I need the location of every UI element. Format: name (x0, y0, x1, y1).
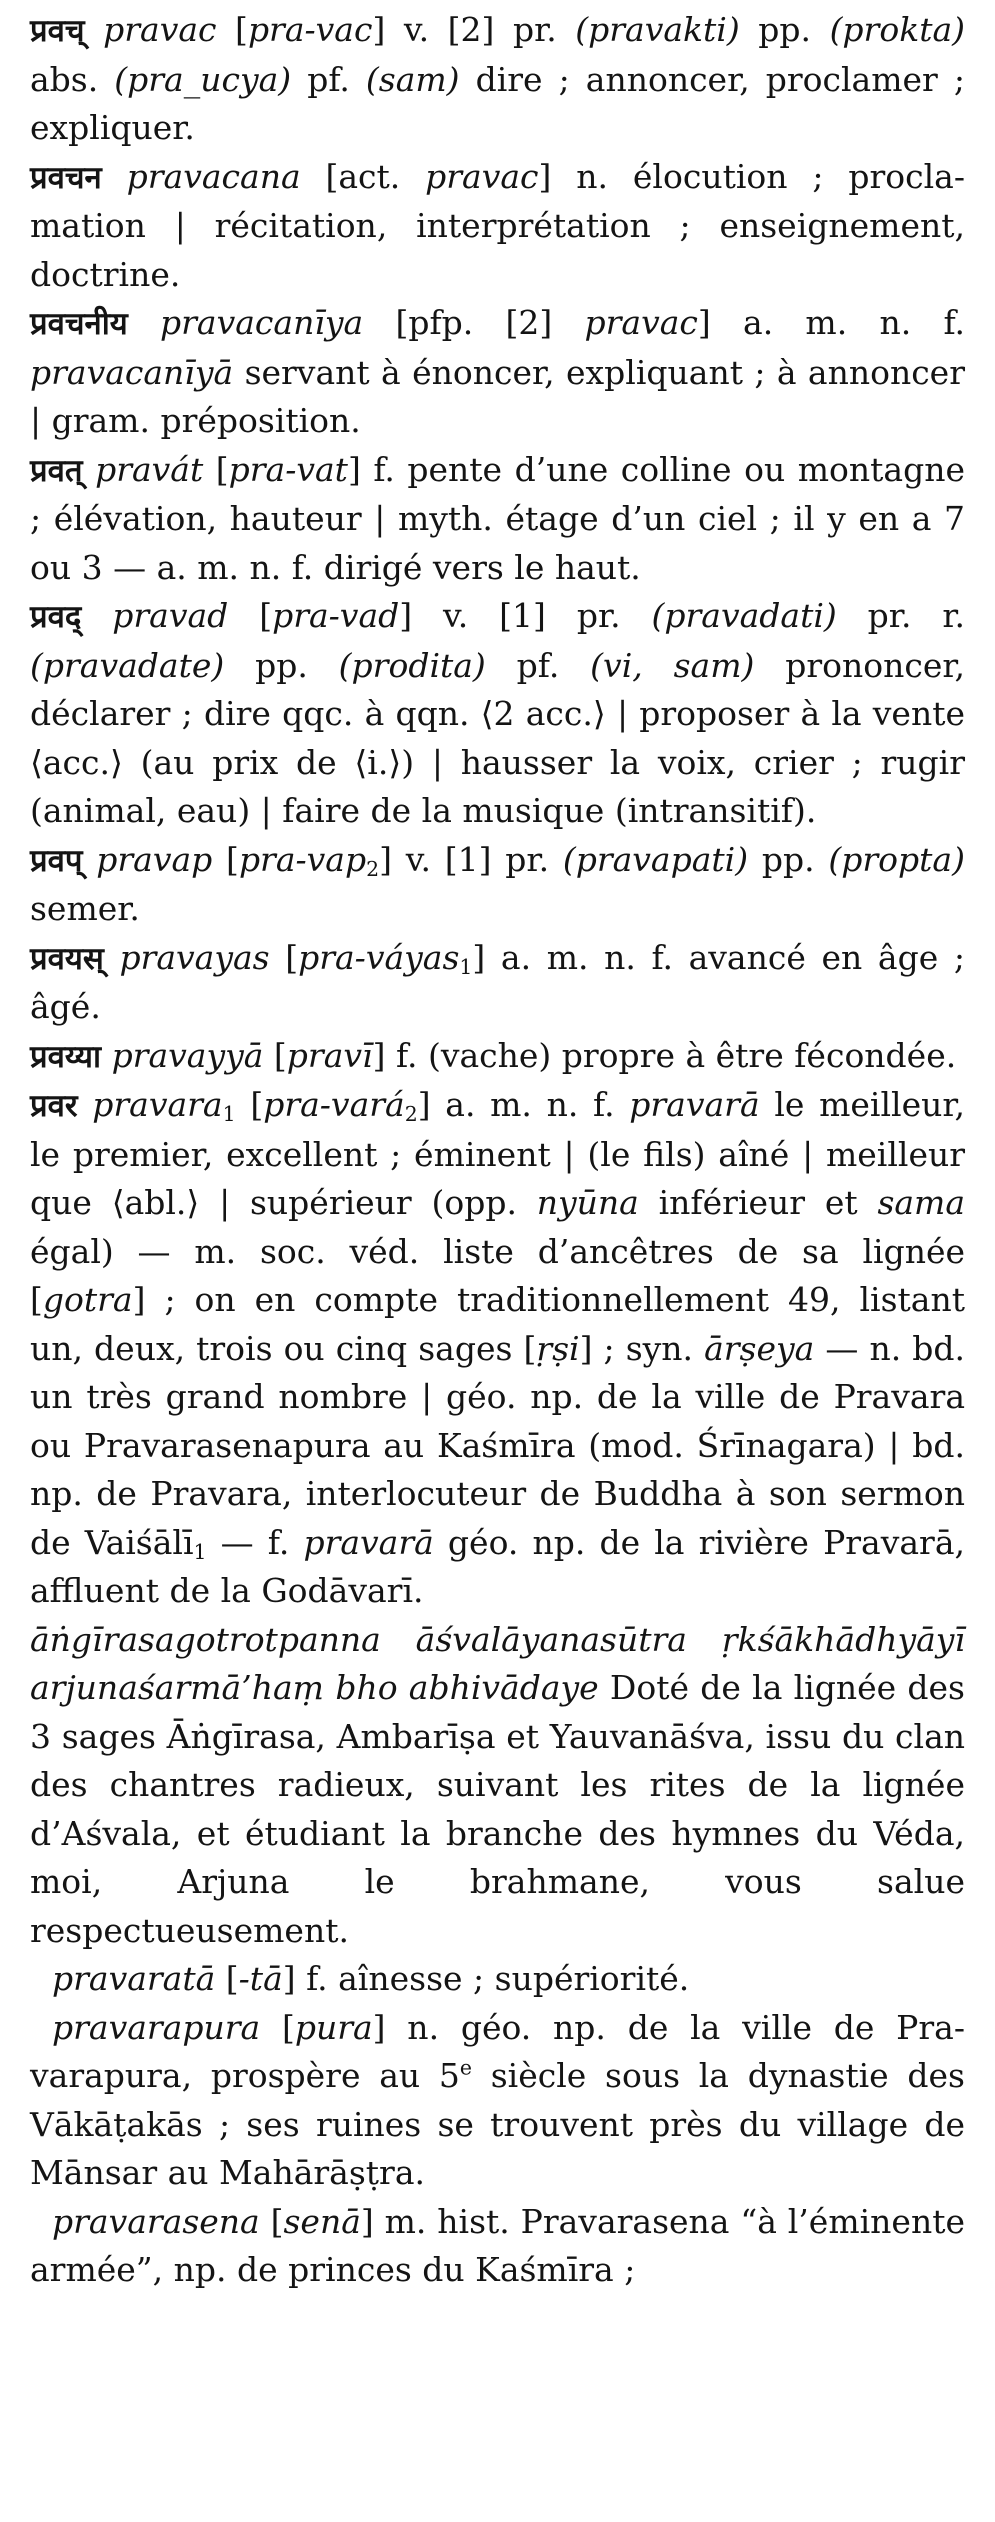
headword-devanagari: प्रवत् (30, 452, 83, 489)
entry-text: pp. (748, 839, 829, 879)
italic-term: pravacanīya (160, 303, 364, 342)
superscript: e (459, 2055, 472, 2080)
entry-text: pp. (224, 645, 339, 685)
italic-term: (prodita) (338, 645, 486, 685)
subscript-index: 1 (193, 1539, 207, 1564)
entry-text: [ (203, 449, 229, 489)
entry-text: [ (260, 2007, 295, 2047)
italic-term: (pravapati) (562, 839, 749, 879)
entry-text: inférieur et (638, 1183, 878, 1222)
entry-text: ] v. [2] pr. (372, 10, 576, 49)
italic-term: pra-vad (272, 596, 400, 635)
italic-term: (vi, sam) (590, 645, 755, 685)
entry-text: pf. (291, 59, 366, 99)
entry-text: dire ; annoncer, proclamer ; expliquer. (30, 59, 965, 147)
dictionary-entry (30, 446, 965, 593)
entry-text: géo. np. de la rivière Pravarā, affluent de la Godāvarī. (30, 1522, 965, 1610)
italic-term: nyūna (536, 1183, 639, 1222)
italic-term: pravap (96, 839, 213, 879)
italic-term: (propta) (828, 839, 965, 879)
entry-text: ] f. (vache) propre à être fécondée. (372, 1035, 957, 1075)
italic-term: senā (283, 2201, 361, 2241)
entry-text: ] n. élocution ; proclamation | récitation, interprétation ; enseignement, doctrine. (30, 156, 966, 294)
subscript-index: 1 (459, 954, 473, 979)
italic-term: pra-vap (238, 839, 367, 879)
italic-term: pra-vará (263, 1085, 405, 1124)
entry-text: abs. (30, 59, 115, 99)
headword-devanagari: प्रवचनीय (30, 306, 128, 342)
entry-text: pf. (485, 645, 591, 685)
entry-text: — n. bd. un très grand nombre | géo. np. de la ville de Pravara ou Pravarasenapura au Kaśmīra (mod. Śrīnagara) | bd. np. de Pravara, interlocuteur de Buddha à son sermon de Vaiśālī (30, 1328, 965, 1562)
subscript-index: 2 (404, 1102, 418, 1127)
entry-text: ] f. aînesse ; supériorité. (282, 1959, 690, 1998)
headword-devanagari: प्रवच् (30, 13, 85, 49)
italic-term: (pra_ucya) (114, 59, 292, 99)
italic-term: (prokta) (829, 10, 966, 49)
italic-term: sama (877, 1183, 966, 1222)
dictionary-entry (30, 836, 965, 934)
entry-text: pp. (739, 10, 830, 49)
dictionary-entry (30, 1081, 965, 1616)
entry-text: égal) — m. soc. véd. liste d’ancêtres de sa lignée [ (30, 1231, 965, 1319)
entry-text: ] ; syn. (579, 1328, 705, 1368)
italic-term: pravacanīyā (30, 352, 234, 392)
entry-text: [ (228, 596, 273, 635)
entry-text: le meilleur, le premier, excellent ; éminent | (le fils) aîné | meilleur que ⟨abl.⟩ | supérieur (opp. (30, 1085, 965, 1222)
entry-text: — f. (206, 1522, 304, 1562)
headword-devanagari: प्रवय्या (30, 1038, 102, 1075)
italic-term: pravacana (126, 156, 301, 196)
italic-term: pravayyā (111, 1035, 264, 1075)
italic-term: pravarā (629, 1085, 760, 1124)
entry-text: [ (235, 1085, 264, 1124)
entry-text: ] v. [1] pr. (399, 596, 652, 635)
dictionary-subentry (30, 1616, 965, 1956)
italic-term: pravarapura (52, 2007, 261, 2047)
italic-term: pravayas (119, 937, 270, 977)
italic-term: pra-vac (247, 10, 373, 49)
dictionary-entry (30, 299, 965, 446)
dictionary-entry (30, 934, 965, 1032)
italic-term: gotra (42, 1280, 133, 1319)
headword-devanagari: प्रवर (30, 1088, 78, 1124)
italic-term: pravac (103, 10, 217, 49)
headword-devanagari: प्रवद् (30, 599, 82, 635)
italic-term: (pravakti) (575, 10, 740, 49)
entry-text: servant à énoncer, expliquant ; à annoncer | gram. préposition. (30, 352, 965, 440)
entry-text: ] a. m. n. f. (417, 1085, 630, 1124)
italic-term: pravī (286, 1035, 373, 1075)
subscript-index: 1 (222, 1102, 236, 1127)
italic-term: -tā (238, 1959, 283, 1998)
italic-term: (sam) (365, 59, 460, 99)
entry-text: pr. r. (836, 596, 965, 635)
entry-text: [ (269, 937, 299, 977)
italic-term: pravarasena (52, 2201, 260, 2241)
dictionary-entry (30, 592, 965, 836)
italic-term: pra-vat (228, 449, 348, 489)
entry-text: [pfp. [2] (363, 303, 585, 342)
entry-text: Doté de la lignée des 3 sages Āṅgīrasa, Ambarīṣa et Yauvanāśva, issu du clan des chantres radieux, suivant les rites de la lignée d’Aśvala, et étudiant la branche des hymnes du Véda, moi, Arjuna le brahmane, vous salue respectueusement. (30, 1668, 965, 1950)
italic-term: (pravadati) (651, 596, 837, 635)
italic-term: pravara (92, 1085, 223, 1124)
italic-term: pravac (425, 156, 539, 196)
italic-term: (pravadate) (30, 645, 225, 685)
entry-text: siècle sous la dynastie des Vākāṭakās ; ses ruines se trouvent près du village de Mānsar au Mahārāṣṭra. (30, 2056, 965, 2192)
entry-text: [ (212, 839, 239, 879)
headword-devanagari: प्रवप् (30, 842, 83, 879)
entry-text: ] m. hist. Pravarasena “à l’éminente armée”, np. de princes du Kaśmīra ; (30, 2201, 965, 2289)
entry-text: [ (216, 10, 248, 49)
dictionary-entry (30, 1032, 965, 1082)
dictionary-subentry (30, 2004, 965, 2198)
entry-text: prononcer, déclarer ; dire qqc. à qqn. ⟨2 acc.⟩ | proposer à la vente ⟨acc.⟩ (au prix de ⟨i.⟩) | hausser la voix, crier ; rugir (animal, eau) | faire de la musique (intransitif). (30, 645, 965, 830)
entry-text: [ (263, 1035, 287, 1075)
entry-text: [ (215, 1959, 239, 1998)
subscript-index: 2 (366, 856, 380, 881)
italic-term: pravarā (303, 1522, 434, 1562)
italic-term: ārṣeya (704, 1328, 815, 1368)
entry-text: [act. (300, 156, 426, 196)
italic-term: pravad (112, 596, 229, 635)
dictionary-subentry (30, 1955, 965, 2004)
italic-term: pravac (584, 303, 698, 342)
entry-text: ] v. [1] pr. (379, 839, 563, 879)
headword-devanagari: प्रवचन (30, 159, 102, 196)
entry-text: semer. (30, 889, 140, 928)
entry-text: ] n. géo. np. de la ville de Pravarapura, prospère au 5 (30, 2007, 965, 2095)
dictionary-entry (30, 6, 965, 153)
dictionary-subentry (30, 2198, 965, 2295)
italic-term: pura (294, 2007, 373, 2047)
entry-text: ] f. pente d’une colline ou montagne ; élévation, hauteur | myth. étage d’un ciel ; il y en a 7 ou 3 — a. m. n. f. dirigé vers le haut. (30, 449, 965, 587)
entry-text: ] a. m. n. f. avancé en âge ; âgé. (30, 937, 965, 1026)
italic-term: pravát (95, 449, 204, 489)
italic-term: pravaratā (52, 1959, 216, 1998)
dictionary-entry (30, 153, 965, 300)
italic-term: pra-váyas (298, 937, 460, 977)
entry-text: ] ; on en compte traditionnellement 49, listant un, deux, trois ou cinq sages [ (30, 1280, 965, 1368)
entry-text: ] a. m. n. f. (697, 303, 965, 342)
italic-term: āṅgīrasagotrotpanna āśvalāyanasūtra ṛkśākhādhyāyī arjunaśarmā’haṃ bho abhivādaye (30, 1619, 965, 1707)
entry-text: [ (259, 2201, 284, 2241)
headword-devanagari: प्रवयस् (30, 940, 104, 977)
italic-term: ṛṣi (536, 1328, 580, 1368)
